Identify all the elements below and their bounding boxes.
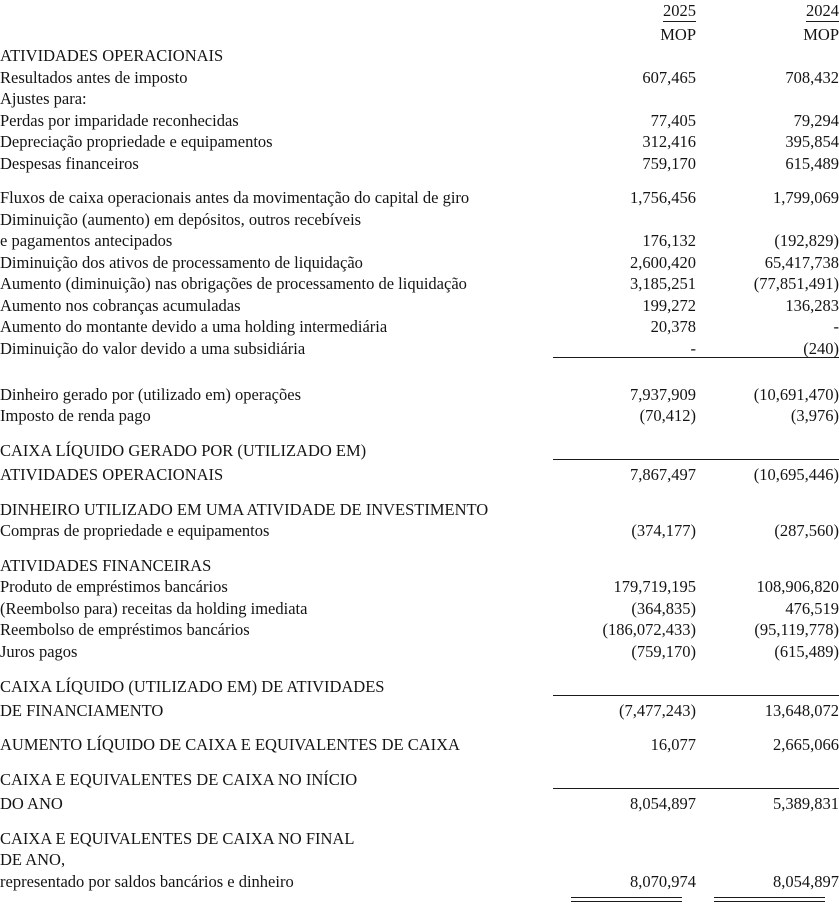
table-row	[0, 382, 839, 404]
closing-rule-2025	[553, 894, 696, 902]
row-value-2024	[696, 43, 839, 65]
spacer-cell	[553, 172, 696, 185]
spacer-cell	[553, 754, 696, 767]
row-value-2025: 7,867,497	[553, 460, 696, 484]
table-row	[0, 358, 839, 382]
spacer-cell	[0, 660, 553, 673]
row-value-2025: 8,054,897	[553, 789, 696, 813]
table-spacer-row	[0, 660, 839, 673]
row-value-2024: 1,799,069	[773, 188, 839, 207]
row-value-2025	[553, 553, 696, 575]
row-value-2024: (10,695,446)	[696, 460, 839, 484]
row-label: Produto de empréstimos bancários	[0, 577, 228, 596]
row-value-2024	[696, 826, 839, 848]
row-value-2025: (759,170)	[631, 641, 696, 661]
closing-rule-spacer	[0, 894, 553, 902]
spacer-cell	[553, 813, 696, 826]
row-value-2025: 8,070,974	[630, 871, 696, 891]
row-value-2025: (374,177)	[631, 521, 696, 540]
row-value-2025	[553, 767, 696, 789]
row-value-2025: 312,416	[642, 132, 696, 151]
row-value-2025: 607,465	[642, 67, 696, 87]
row-value-2024: (287,560)	[774, 521, 839, 540]
row-label: Diminuição dos ativos de processamento de liquidação	[0, 252, 363, 272]
table-row	[0, 695, 839, 719]
row-value-2025: (70,412)	[639, 406, 696, 425]
row-label: CAIXA E EQUIVALENTES DE CAIXA NO INÍCIO	[0, 770, 358, 789]
row-value-2025: 759,170	[642, 153, 696, 173]
table-row	[0, 65, 839, 87]
row-value-2025: 7,937,909	[630, 384, 696, 404]
row-label: DO ANO	[0, 794, 63, 813]
table-row	[0, 129, 839, 151]
row-label: Aumento do montante devido a uma holding intermediária	[0, 317, 388, 336]
spacer-cell	[553, 540, 696, 553]
header-spacer-cell-2	[0, 22, 553, 44]
row-value-2024	[696, 86, 839, 108]
row-label: Resultados antes de imposto	[0, 67, 188, 87]
table-row	[0, 228, 839, 250]
table-row	[0, 596, 839, 618]
row-value-2024	[696, 497, 839, 519]
table-spacer-row	[0, 172, 839, 185]
row-value-2025: 176,132	[642, 231, 696, 250]
row-value-2024: 65,417,738	[764, 252, 839, 272]
row-value-2025: (364,835)	[631, 598, 696, 618]
row-value-2025	[553, 847, 696, 869]
row-label: DE FINANCIAMENTO	[0, 700, 164, 720]
row-value-2024: 5,389,831	[696, 789, 839, 813]
spacer-cell	[553, 660, 696, 673]
table-row	[0, 151, 839, 173]
table-row	[0, 673, 839, 695]
row-label: representado por saldos bancários e dinheiro	[0, 871, 294, 891]
row-value-2024: 108,906,820	[756, 577, 839, 596]
closing-rule-2024	[696, 894, 839, 902]
spacer-cell	[696, 425, 839, 438]
table-row	[0, 314, 839, 336]
spacer-cell	[553, 425, 696, 438]
spacer-cell	[696, 660, 839, 673]
row-label: CAIXA LÍQUIDO GERADO POR (UTILIZADO EM)	[0, 441, 367, 460]
spacer-cell	[696, 754, 839, 767]
table-row	[0, 108, 839, 130]
table-spacer-row	[0, 484, 839, 497]
spacer-cell	[553, 484, 696, 497]
row-value-2025	[553, 497, 696, 519]
row-value-2025: 179,719,195	[613, 577, 696, 596]
table-row	[0, 789, 839, 813]
row-value-2025: 2,600,420	[630, 252, 696, 272]
row-value-2024: 395,854	[785, 132, 839, 151]
row-label: ATIVIDADES OPERACIONAIS	[0, 465, 224, 484]
row-value-2025: (186,072,433)	[602, 620, 696, 639]
row-value-2025	[553, 438, 696, 460]
spacer-cell	[0, 425, 553, 438]
row-value-2024	[696, 767, 839, 789]
row-label: Compras de propriedade e equipamentos	[0, 521, 270, 540]
row-label	[0, 358, 553, 382]
table-row	[0, 271, 839, 293]
row-value-2025	[553, 86, 696, 108]
row-value-2024: 8,054,897	[773, 871, 839, 891]
table-row	[0, 250, 839, 272]
row-value-2025	[553, 43, 696, 65]
row-value-2025: 16,077	[650, 735, 696, 754]
row-value-2024	[696, 553, 839, 575]
table-row	[0, 639, 839, 661]
spacer-cell	[0, 719, 553, 732]
row-value-2024: 708,432	[785, 67, 839, 87]
row-value-2025: 20,378	[650, 317, 696, 336]
row-value-2024: (77,851,491)	[753, 274, 839, 293]
table-row	[0, 497, 839, 519]
spacer-cell	[0, 172, 553, 185]
row-value-2024: (3,976)	[790, 406, 839, 425]
table-row	[0, 43, 839, 65]
table-spacer-row	[0, 425, 839, 438]
header-currency-2024: MOP	[803, 24, 839, 44]
spacer-cell	[696, 813, 839, 826]
row-value-2025: 1,756,456	[630, 188, 696, 207]
row-value-2024	[696, 358, 839, 382]
row-label: Ajustes para:	[0, 89, 87, 108]
row-value-2024: 615,489	[785, 153, 839, 173]
row-value-2024	[696, 438, 839, 460]
row-label: e pagamentos antecipados	[0, 231, 173, 250]
row-label: Dinheiro gerado por (utilizado em) operações	[0, 384, 302, 404]
row-value-2025: (7,477,243)	[553, 695, 696, 719]
table-spacer-row	[0, 719, 839, 732]
spacer-cell	[696, 484, 839, 497]
spacer-cell	[696, 719, 839, 732]
row-value-2024: 2,665,066	[773, 735, 839, 754]
row-value-2025	[553, 826, 696, 848]
closing-rule-table	[0, 894, 839, 902]
table-row	[0, 732, 839, 754]
row-label: Fluxos de caixa operacionais antes da movimentação do capital de giro	[0, 188, 470, 207]
row-value-2024: 476,519	[785, 598, 839, 618]
table-header-currency	[0, 22, 839, 44]
row-label: (Reembolso para) receitas da holding imediata	[0, 598, 308, 618]
table-spacer-row	[0, 813, 839, 826]
row-value-2025: -	[690, 338, 696, 358]
spacer-cell	[553, 719, 696, 732]
row-value-2024: 13,648,072	[696, 695, 839, 719]
row-value-2025	[553, 673, 696, 695]
row-value-2024: (615,489)	[774, 641, 839, 661]
table-row	[0, 869, 839, 891]
row-value-2024: (240)	[803, 338, 839, 358]
header-year-2024: 2024	[806, 1, 839, 20]
table-row	[0, 336, 839, 358]
row-value-2024: (10,691,470)	[753, 384, 839, 404]
row-label: Aumento nos cobranças acumuladas	[0, 295, 241, 315]
row-label: Diminuição do valor devido a uma subsidiária	[0, 339, 306, 358]
table-row	[0, 553, 839, 575]
row-value-2025: 77,405	[650, 110, 696, 130]
row-value-2024	[696, 673, 839, 695]
row-label: CAIXA E EQUIVALENTES DE CAIXA NO FINAL	[0, 828, 355, 848]
header-currency-2025: MOP	[660, 24, 696, 44]
row-label: Reembolso de empréstimos bancários	[0, 620, 250, 639]
table-row	[0, 438, 839, 460]
table-row	[0, 826, 839, 848]
row-value-2025: 199,272	[642, 295, 696, 315]
table-row	[0, 518, 839, 540]
spacer-cell	[696, 540, 839, 553]
row-value-2024: 79,294	[793, 110, 839, 130]
row-label: Depreciação propriedade e equipamentos	[0, 132, 273, 151]
table-row	[0, 460, 839, 484]
row-label: Aumento (diminuição) nas obrigações de processamento de liquidação	[0, 274, 467, 293]
header-year-2025: 2025	[663, 1, 696, 20]
table-row	[0, 293, 839, 315]
table-row	[0, 86, 839, 108]
row-label: ATIVIDADES FINANCEIRAS	[0, 555, 212, 575]
row-label: Diminuição (aumento) em depósitos, outros recebíveis	[0, 209, 362, 229]
row-label: ATIVIDADES OPERACIONAIS	[0, 46, 224, 65]
table-row	[0, 574, 839, 596]
row-label: Imposto de renda pago	[0, 406, 151, 425]
row-value-2024	[696, 847, 839, 869]
row-value-2024: 136,283	[785, 295, 839, 315]
spacer-cell	[0, 813, 553, 826]
row-value-2025: 3,185,251	[630, 274, 696, 293]
row-label: DE ANO,	[0, 850, 66, 869]
spacer-cell	[0, 484, 553, 497]
header-spacer-cell	[0, 0, 553, 22]
table-row	[0, 185, 839, 207]
spacer-cell	[0, 754, 553, 767]
row-value-2024: (95,119,778)	[754, 620, 839, 639]
spacer-cell	[696, 172, 839, 185]
spacer-cell	[0, 540, 553, 553]
row-label: Perdas por imparidade reconhecidas	[0, 110, 239, 130]
closing-double-rule-row	[0, 894, 839, 902]
table-row	[0, 617, 839, 639]
row-label: Despesas financeiros	[0, 153, 139, 173]
table-row	[0, 847, 839, 869]
table-spacer-row	[0, 754, 839, 767]
table-row	[0, 207, 839, 229]
table-header-years	[0, 0, 839, 22]
row-label: DINHEIRO UTILIZADO EM UMA ATIVIDADE DE INVESTIMENTO	[0, 499, 489, 519]
row-value-2024	[696, 207, 839, 229]
row-value-2025	[553, 207, 696, 229]
row-label: CAIXA LÍQUIDO (UTILIZADO EM) DE ATIVIDADES	[0, 676, 385, 696]
row-value-2024: (192,829)	[774, 231, 839, 250]
row-value-2025	[553, 358, 696, 382]
row-value-2024: -	[833, 317, 839, 336]
table-row	[0, 767, 839, 789]
table-spacer-row	[0, 540, 839, 553]
row-label: AUMENTO LÍQUIDO DE CAIXA E EQUIVALENTES DE CAIXA	[0, 735, 460, 754]
row-label: Juros pagos	[0, 641, 78, 661]
table-row	[0, 403, 839, 425]
